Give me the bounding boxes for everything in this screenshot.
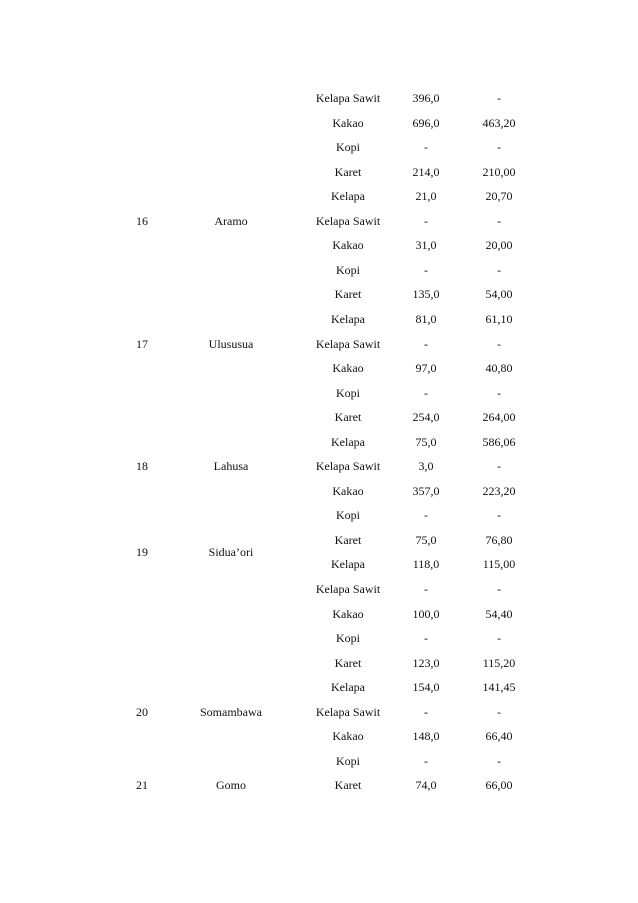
value-1: 396,0	[412, 91, 440, 105]
value-2: 40,80	[485, 361, 513, 376]
row-number: 18	[136, 459, 148, 474]
crop-name: Kopi	[336, 140, 360, 155]
value-2: 54,00	[485, 287, 513, 302]
row-number: 21	[136, 778, 148, 793]
value-1: -	[424, 753, 428, 768]
value-1: -	[424, 336, 428, 351]
value-1: 81,0	[415, 311, 437, 326]
crop-name: Kakao	[332, 238, 364, 253]
region-name: Lahusa	[213, 459, 249, 474]
value-2: -	[497, 631, 501, 646]
crop-name: Karet	[334, 164, 362, 179]
value-1: -	[424, 631, 428, 646]
value-2: 141,45	[482, 680, 516, 695]
value-1: 100,0	[412, 606, 440, 621]
crop-name: Kelapa	[331, 557, 365, 572]
crop-name: Karet	[334, 532, 362, 547]
region-name: Somambawa	[200, 704, 262, 719]
value-1: -	[424, 262, 428, 277]
value-1: 135,0	[412, 287, 440, 302]
value-1: -	[424, 704, 428, 719]
value-2: 586,06	[482, 434, 516, 449]
crop-name: Kopi	[336, 508, 360, 523]
value-1: 31,0	[415, 238, 437, 253]
crop-name: Kelapa Sawit	[315, 582, 381, 596]
crop-name: Kakao	[332, 483, 364, 498]
crop-name: Kelapa Sawit	[315, 459, 381, 474]
value-1: 75,0	[415, 434, 437, 449]
crop-name: Karet	[334, 655, 362, 670]
value-2: -	[497, 459, 501, 474]
value-1: -	[424, 140, 428, 155]
value-2: -	[497, 336, 501, 351]
value-2: -	[497, 385, 501, 400]
value-1: 357,0	[412, 483, 440, 498]
value-2: 463,20	[482, 115, 516, 130]
crop-name: Kelapa	[331, 434, 365, 449]
value-2: 66,00	[485, 778, 513, 793]
crop-name: Karet	[334, 778, 362, 793]
value-2: 264,00	[482, 410, 516, 425]
value-1: 3,0	[418, 459, 434, 474]
crop-name: Kelapa	[331, 680, 365, 695]
value-1: 154,0	[412, 680, 440, 695]
value-2: -	[497, 262, 501, 277]
value-1: -	[424, 582, 428, 596]
value-2: 76,80	[485, 532, 513, 547]
crop-name: Kopi	[336, 631, 360, 646]
region-name: Aramo	[214, 213, 248, 228]
value-2: 115,20	[482, 655, 516, 670]
row-number: 17	[136, 336, 148, 351]
value-1: 696,0	[412, 115, 440, 130]
crop-name: Kelapa	[331, 189, 365, 204]
crop-name: Kakao	[332, 729, 364, 744]
value-1: 75,0	[415, 532, 437, 547]
crop-name: Kopi	[336, 385, 360, 400]
value-2: -	[497, 91, 501, 105]
value-1: 74,0	[415, 778, 437, 793]
region-name: Gomo	[216, 778, 246, 793]
crop-name: Kelapa Sawit	[315, 213, 381, 228]
value-2: 20,00	[485, 238, 513, 253]
value-1: 214,0	[412, 164, 440, 179]
value-2: -	[497, 213, 501, 228]
value-2: 20,70	[485, 189, 513, 204]
value-2: -	[497, 140, 501, 155]
value-1: 21,0	[415, 189, 437, 204]
row-number: 20	[136, 704, 148, 719]
crop-name: Karet	[334, 287, 362, 302]
crop-name: Karet	[334, 410, 362, 425]
crop-name: Kelapa Sawit	[315, 704, 381, 719]
value-1: 97,0	[415, 361, 437, 376]
value-2: -	[497, 582, 501, 596]
region-name: Ulususua	[208, 336, 254, 351]
crop-name: Kakao	[332, 115, 364, 130]
value-2: 115,00	[482, 557, 516, 572]
value-2: -	[497, 704, 501, 719]
crop-name: Kelapa	[331, 311, 365, 326]
row-number: 19	[136, 545, 148, 560]
value-2: 66,40	[485, 729, 513, 744]
value-1: 254,0	[412, 410, 440, 425]
crop-name: Kakao	[332, 606, 364, 621]
value-1: -	[424, 385, 428, 400]
value-2: -	[497, 753, 501, 768]
value-1: 123,0	[412, 655, 440, 670]
value-1: -	[424, 213, 428, 228]
crop-name: Kelapa Sawit	[315, 91, 381, 105]
crop-name: Kopi	[336, 262, 360, 277]
value-2: 61,10	[485, 311, 513, 326]
region-name: Sidua’ori	[208, 545, 254, 560]
crop-name: Kakao	[332, 361, 364, 376]
value-2: -	[497, 508, 501, 523]
value-2: 223,20	[482, 483, 516, 498]
value-1: -	[424, 508, 428, 523]
row-number: 16	[136, 213, 148, 228]
crop-name: Kelapa Sawit	[315, 336, 381, 351]
crop-name: Kopi	[336, 753, 360, 768]
value-1: 118,0	[412, 557, 440, 572]
value-1: 148,0	[412, 729, 440, 744]
value-2: 210,00	[482, 164, 516, 179]
value-2: 54,40	[485, 606, 513, 621]
